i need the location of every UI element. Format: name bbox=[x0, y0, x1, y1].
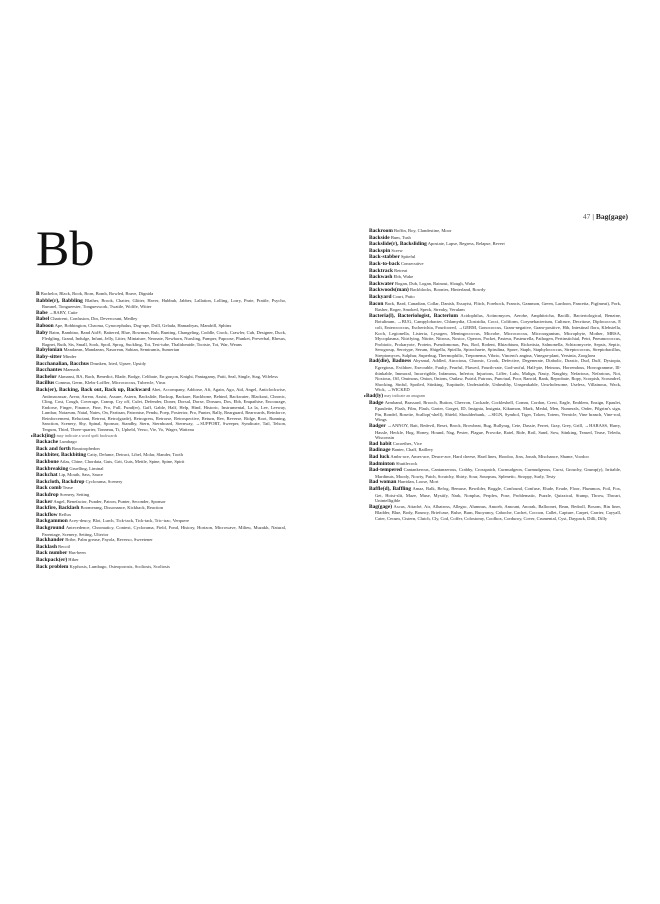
headword: Backer bbox=[36, 498, 53, 505]
dictionary-entry bbox=[36, 354, 286, 361]
right-column bbox=[364, 228, 622, 522]
entry-definitions: Cyclorama, Scenery bbox=[85, 478, 123, 484]
dictionary-entry bbox=[369, 479, 621, 486]
dictionary-entry bbox=[36, 446, 286, 453]
entry-definitions: Chartreni, Confusion, Din, Devercount, Medley bbox=[50, 316, 138, 322]
entry-definitions: Amaz, Balk, Befog, Bemuse, Bewilder, Boggle, Confound, Confuse, Elude, Evade, Floor, Flummox, Foil, Fox, Get, Hoist-slit, Maze, Muse, Mystify, Nark, Nonplus, Perplex, Pose, Problematic, Puzzle, Quizzical, Stump, Throw, Thwart, Unintelligible bbox=[375, 485, 622, 504]
entry-definitions: Kyphosis, Lumbago, Osteoporosis, Scoliosis, Scoliosis bbox=[69, 563, 170, 569]
dictionary-entry bbox=[36, 550, 286, 557]
dictionary-entry bbox=[36, 537, 286, 544]
entry-definitions: Hiker bbox=[68, 556, 79, 562]
entry-definitions: Bairn, Bambino, Band Aid®, Battered, Blue, Bowman, Bub, Bunting, Changeling, Coddle, Crock, Crawler, Cub, Designer, Duck, Fledgling, Grand, Indulge, Infant, Jelly, Litter, Miniature, Neonate, Newborn, Nursling, Pamper, Papoose, Plunket, Preverbal, Rhesus, Ragnet, Ruth, Sis, Small, Sook, Spoil, Sprog, Suckling, Tot, Test-tube, Thalidomide, Tootsie, Tot, War, Weans bbox=[42, 329, 287, 347]
dictionary-entry bbox=[369, 261, 621, 268]
dictionary-entry bbox=[369, 287, 621, 294]
entry-definitions: →BABY, Cutie bbox=[48, 309, 78, 315]
headword: Backspin bbox=[369, 247, 391, 254]
entry-definitions: Boffin, Boy, Clandestine, Moor bbox=[394, 228, 452, 233]
dictionary-entry bbox=[369, 268, 621, 275]
dictionary-entry bbox=[369, 358, 621, 393]
entry-definitions: Mandaean, Mandaean, Nasorean, Sabian, Semiramis, Sumerian bbox=[63, 347, 180, 353]
dictionary-entry bbox=[369, 441, 621, 448]
entry-definitions: Ambs-ace, Ames-ace, Deuce-ace, Hard cheese, Hard lines, Hoodoo, Jinx, Jonah, Mischance, Shame, Voodoo bbox=[390, 453, 589, 459]
headword: Backchat bbox=[36, 472, 58, 479]
dictionary-entry bbox=[369, 423, 621, 441]
entry-definitions: Recoil bbox=[58, 543, 70, 549]
headword: Backbiter, Backbiting bbox=[36, 452, 87, 459]
folio-separator: | bbox=[592, 212, 594, 221]
dictionary-entry bbox=[369, 447, 621, 454]
headword: Bacteria(l), Bacteriologist, Bacterium bbox=[369, 312, 458, 319]
dictionary-entry bbox=[36, 374, 286, 381]
headword: Backdrop bbox=[36, 492, 59, 498]
headword: Bacchanalian, Bacchus bbox=[36, 360, 90, 367]
entry-definitions: Spiteful bbox=[401, 254, 416, 260]
dictionary-entry bbox=[36, 387, 286, 433]
folio bbox=[340, 212, 628, 221]
dictionary-entry bbox=[369, 400, 621, 423]
entry-definitions: Back, Bard, Canadian, Collar, Danish, Essayist, Flitch, Forehock, Francis, Gammon, Green, Lardoon, Pancetta, Pig(meat), Pork, Rasher, Roger, Smoked, Speck, Streaky, Verulam bbox=[375, 300, 622, 313]
headword: Badge bbox=[369, 399, 384, 406]
triangle-marker-icon: ▸ bbox=[364, 393, 367, 399]
dictionary-entry bbox=[36, 459, 286, 466]
headword: Background bbox=[36, 524, 65, 531]
headword: Backbreaking bbox=[36, 465, 69, 472]
entry-definitions: Acey-deucy, Blot, Lurch, Tick-tack, Tick-tack, Tric-trac, Verquere bbox=[68, 518, 189, 524]
triangle-marker-icon: ▸ bbox=[31, 432, 34, 438]
entry-definitions: Reflux bbox=[58, 511, 72, 517]
entry-definitions: Catty, Defame, Detract, Libel, Molar, Slander, Tooth bbox=[87, 452, 183, 458]
entry-definitions: Angel, Benefactor, Funder, Patron, Punter, Seconder, Sponsor bbox=[53, 498, 166, 504]
headword: Badminton bbox=[369, 460, 395, 467]
dictionary-entry bbox=[36, 479, 286, 486]
entry-definitions: Ebb, Wake bbox=[393, 274, 414, 280]
dictionary-entry bbox=[36, 485, 286, 492]
entry-definitions: Blather, Brook, Chatter, Glitter, Haver, Hubbub, Jabber, Lallation, Lolling, Lorry, Prate, Prattle, Psycho, Rumnel, Tongueester, Tongueswork, Twattle, Wolffe, Witter bbox=[42, 297, 286, 310]
headword: Bacillus bbox=[36, 380, 55, 387]
headword: Bad luck bbox=[369, 453, 390, 460]
dictionary-entry bbox=[369, 486, 621, 504]
headword: Back and forth bbox=[36, 445, 71, 452]
headword: Baboon bbox=[36, 322, 54, 329]
entry-definitions: Banter, Chaff, Raillery bbox=[391, 447, 434, 453]
headword: Backwater bbox=[369, 280, 394, 287]
entry-definitions: Abysmal, Addled, Atrocious, Chronic, Crook, Defective, Degenerate, Diabolic, Drastic, Dud, Duff, Dystopia, Egregious, Evildoer, Execrable, Faulty, Fearful, Flawed, Fourth-rate, God-awful, Half-pie, Heinous, Horrendous, Horrogramme, Ill-thinkable, Immoral, Incorrigible, Infamous, Inferior, Injurious, Liffer, Lulu, Malign, Nasty, Naughty, Nefarious, Nefarious, Not, Noxious, Off, Ominous, Onion, Onions, Outlaw, Putrid, Putrous, Punctual, Poor, Rancid, Rank, Reprobate, Ropy, Scorpish, Scoundrel, Shocking, Sinful, Spoiled, Stinking, Turpitude, Undesirable, Unhealthy, Unspeakable, Unwholesome, Useless, Villainous, Wack, Wick, →WICKED bbox=[375, 358, 622, 393]
entry-definitions: Lumbago bbox=[59, 439, 77, 445]
dictionary-entry bbox=[36, 452, 286, 459]
page-number: 47 bbox=[582, 212, 591, 221]
dictionary-entry bbox=[36, 361, 286, 368]
headword: Back number bbox=[36, 550, 68, 557]
dictionary-entry bbox=[36, 492, 286, 499]
headword: Backgammon bbox=[36, 518, 68, 525]
headword: Back problem bbox=[36, 563, 69, 570]
dictionary-entry bbox=[36, 505, 286, 512]
headword: Backyard bbox=[369, 293, 392, 300]
headword: Backfire, Backlash bbox=[36, 505, 80, 512]
entry-definitions: Abet, Accompany, Addorse, Aft, Again, Ago, Aid, Angel, Anticlockwise, Antimacassar, Arear, Arrear, Assist, Assure, Astern, Backslide, Backup, Backare, Backbone, Behind, Backwater, Blackout, Chronic, Cling, Cost, Cough, Coverage, Cramp, Cry off, Culet, Defender, Doner, Dorsal, Dorse, Dorsum, Dos, Ebb, Empathise, Encourage, Endorse, Finger, Finance, Fine, Fro, Full, Fund(er), Gaff, Gable, Half, Help, Hind, Historic, Instrumental, La la, Lee, Leeway, Lumbar, Notaeum, Natal, Nates, On, Partisan, Patronise, Pendu, Poep, Posterior, Pro, Punter, Rally, Rearguard, Rearwards, Reinforce, Reinforcement, Reluctant, Retreat, Retro(grade), Retrogress, Retrorse, Retrospective, Return, Rev, Reverse, Ridge, Root, Running, Sanction, Scenery, Shy, Spinal, Sponsor, Standby, Stern, Sternboard, Sternway, →SUPPORT, Sweeper, Syndicate, Tail, Telson, Tergum, Third, Three-quarter, Tonneau, Tt, Upheld, Verso, Vie, Vo, Wager, Watteau bbox=[42, 386, 286, 433]
entry-definitions: Boustrophedon bbox=[71, 445, 100, 451]
headword: Backpack(er) bbox=[36, 556, 68, 563]
dictionary-entry bbox=[369, 461, 621, 468]
entry-definitions: Boomerang, Dissonance, Kickback, Reaction bbox=[80, 505, 164, 511]
headword: Back-to-back bbox=[369, 260, 400, 267]
dictionary-entry bbox=[369, 313, 621, 359]
dictionary-entry bbox=[36, 518, 286, 525]
headword: Babel bbox=[36, 316, 50, 323]
dictionary-entry bbox=[36, 310, 286, 317]
dictionary-entry bbox=[36, 291, 286, 298]
headword: Bachelor bbox=[36, 373, 57, 380]
entry-definitions: Cantankerous, Cantanzerous, Crabby, Crosspatch, Curmudgeon, Curmudgeous, Curst, Grouchy, Grump(y), Irritable, Mardinuts, Moody, Nowty, Patch, Scratchy, Shirty, Sour, Sourpuss, Splenetic, Stroppy, Surly, Testy bbox=[375, 467, 622, 479]
dictionary-entry bbox=[369, 454, 621, 461]
entry-definitions: Akmansi, BA, Bach, Benedict, Blade, Bodge, Celibate, En garçon, Knight, Pantagamy, Patti, Seal, Single, Stag, Wifeless bbox=[57, 373, 278, 379]
dictionary-entry bbox=[36, 499, 286, 506]
dictionary-entry bbox=[36, 439, 286, 446]
headword: Back comb bbox=[36, 485, 62, 492]
headword: Bad habit bbox=[369, 440, 392, 447]
dictionary-entry bbox=[369, 274, 621, 281]
headword: Bad-tempered bbox=[369, 467, 402, 474]
headword: Babylonian bbox=[36, 347, 63, 354]
headword: Back(er), Backing, Back out, Back up, Backward bbox=[36, 386, 151, 393]
entry-definitions: →ANNOY, Bait, Bedevil, Beset, Brock, Browbeat, Bug, Bullyrag, Cete, Dassie, Ferret, Gray, Grey, Grill, →HARASS, Harry, Hassle, Heckle, Hog, Honey, Hound, Nag, Pester, Plague, Provoke, Ratel, Ride, Roil, Sand, Sow, Stinking, Teased, Tease, Teledu, Wisconsin bbox=[375, 423, 621, 441]
headword: Backwoods(man) bbox=[369, 287, 409, 294]
entry-definitions: Has-been bbox=[68, 550, 86, 556]
headword: Bacchantes bbox=[36, 367, 63, 374]
headword: Backbone bbox=[36, 459, 59, 466]
entry-definitions: Acidophilus, Actinomyces, Aerobe, Amphitricha, Bacilli, Bacteriological, Benzine, Botulinum, →BUG, Campylobacter, Chlamydia, Clostridia, Cocci, Coliform, Corynebacterium, Cultrure, Decritose, Diplococcus, E coli, Enterococcus, Escherichia, Fourfoored, →GERM, Gonococcus, Gram-negative, Gram-positive, Hib, Intestinal flora, Klebsiella, Koch, Legionella, Listeria, Lysogen, Meningococcus, Microbe, Micrococcus, Microorganism, Microphyte, Mother, MRSA, Mycoplasma, Nitrifying, Nitrite, Nitrous, Nostoc, Operon, Packet, Pasteur, Pasteurella, Pathogen, Pertinstichial, Petri, Pneumococcus, Probiotic, Prokaryote, Protein, Pseudomonas, Pus, Rod, Rodent, Rhizobium, Rickettsia, Salmonella, Schizomycete, Sepsis, Septic, Serogroup, Serotype, Serum, Shigella, Spirilla, Spirochaete, Spirulina, Spore, Staph, Staphylococcus, Streptococcus, Streptobacillus, Streptomyces, Sulphur, Superbug, Thermophilic, Treponema, Vibrio, Vincent's angina, Vinegar-plant, Yersinia, Zoogloea bbox=[375, 312, 621, 358]
entry-definitions: Bum, Tush bbox=[390, 234, 411, 240]
dictionary-entry bbox=[31, 432, 286, 440]
headword: Baffle(d), Baffling bbox=[369, 485, 412, 492]
headword: Bad woman bbox=[369, 479, 397, 486]
headword: Babble(r), Babbling bbox=[36, 297, 83, 304]
headword: Backside bbox=[369, 234, 390, 241]
dictionary-entry bbox=[369, 504, 621, 522]
dictionary-entry bbox=[369, 248, 621, 255]
headword: Backlash bbox=[36, 543, 57, 550]
dictionary-entry bbox=[36, 525, 286, 537]
dictionary-entry bbox=[369, 241, 621, 248]
headword: Backtrack bbox=[369, 267, 393, 274]
headword: Babe bbox=[36, 309, 48, 316]
entry-definitions: Tease bbox=[62, 485, 73, 491]
dictionary-entry bbox=[36, 316, 286, 323]
entry-definitions: Minder bbox=[62, 353, 77, 359]
usage-note: may indicate an anagram bbox=[384, 393, 426, 399]
headword: Bad(die), Badness bbox=[369, 358, 412, 365]
dictionary-entry bbox=[36, 380, 286, 387]
headword: Backroom bbox=[369, 228, 393, 234]
entry-definitions: Comma, Germ, Klebs-Loffler, Micrococcus, Tubercle, Virus bbox=[55, 380, 166, 386]
headword: Badger bbox=[369, 423, 386, 429]
dictionary-entry bbox=[369, 228, 621, 235]
entry-definitions: Armband, Brassard, Brooch, Button, Chevron, Cockade, Cockleshell, Comm, Cordon, Crest, Eagle, Emblem, Ensign, Epaulet, Epaulette, Flash, Film, Flash, Garter, Gorget, ID, Insignia, Insignia, Kikumon, Mark, Medal, Men, Numerals, Order, Pilgrim's sign, Pin, Rondel, Rosette, Scallop(-shell), Shield, Shoulderbank, →SIGN, Symbol, Tiger, Token, Totem, Vernicle, Vine branch, Vine-rod, Wings bbox=[375, 399, 622, 423]
entry-definitions: Lip, Mouth, Sass, Sauce bbox=[58, 472, 103, 478]
entry-definitions: Atlas, Chine, Chordata, Guts, Grit, Guts, Mettle, Spine, Spine, Spirit bbox=[59, 459, 185, 465]
dictionary-entry bbox=[36, 347, 286, 354]
left-column bbox=[31, 291, 287, 570]
headword: Backflow bbox=[36, 511, 58, 518]
headword: Baby bbox=[36, 329, 48, 336]
dictionary-entry bbox=[36, 564, 286, 571]
headword: Backslide(r), Backsliding bbox=[369, 241, 427, 248]
dictionary-entry bbox=[369, 467, 621, 479]
entry-definitions: Ape, Bobbington, Chacma, Cynocephalus, Dog-ape, Drill, Gelada, Hamadryas, Mandrill, Sphinx bbox=[54, 322, 232, 328]
entry-definitions: Apostate, Lapse, Regress, Relapse, Revert bbox=[427, 241, 505, 247]
entry-definitions: Retreat bbox=[394, 267, 408, 273]
entry-definitions: Ascus, Attaché, Air, Albatross, Allegro, Alumnus, Amoeb, Amount, Anorak, Balloonet, Bean, Bedroll, Bosom, Bin liner, Bladder, Blue, Body, Bouncy, Briefcase, Bulse, Bum, Buoyancy, Caboche, Cachet, Cocoon, Callet, Capture, Carpet, Carrier, Cayyall, Cater, Cecum, Cistern, Clutch, Cly, Cod, Coffer, Colostomy, Coolbox, Corduroy, Cover, Crumental, Cyst, Daypack, Dilli, Dilly bbox=[375, 503, 621, 521]
entry-definitions: Shuttlecock bbox=[395, 460, 418, 466]
headword: B bbox=[36, 291, 40, 297]
entry-definitions: Gruelling, Liminal bbox=[69, 465, 104, 471]
dictionary-entry bbox=[36, 544, 286, 551]
usage-note: may indicate a word spelt backwards bbox=[56, 432, 118, 438]
dictionary-entry bbox=[36, 466, 286, 473]
dictionary-entry bbox=[364, 393, 621, 400]
headword: Back-stabber bbox=[369, 254, 400, 261]
entry-definitions: Harridan, Loose, Mort bbox=[397, 479, 439, 485]
entry-definitions: Screw bbox=[391, 247, 403, 253]
headword: Backache bbox=[36, 439, 59, 446]
entry-definitions: Antecedence, Chromaticy, Context, Cyclorama, Field, Fond, History, Horizon, Microwave, Milieu, Muzakh, Natural, Parentage, Scenery, Setting, Ulterior bbox=[42, 524, 286, 537]
headword: Bag(gage) bbox=[369, 503, 393, 510]
dictionary-entry bbox=[36, 512, 286, 519]
entry-definitions: Backblocks, Boonies, Hinterland, Rowdy bbox=[409, 287, 486, 293]
headword: Backwash bbox=[369, 274, 393, 281]
entry-definitions: Bachelor, Black, Book, Born, Bomb, Bowled, Brave, Dignida bbox=[40, 291, 154, 296]
headword: Backhander bbox=[36, 537, 65, 544]
dictionary-entry bbox=[36, 298, 286, 310]
headword: Back(ing) bbox=[33, 432, 56, 439]
entry-definitions: Bogan, Dub, Logan, Rainout, Slough, Wake bbox=[395, 280, 476, 286]
running-head: Bag(gage) bbox=[595, 212, 628, 221]
headword: Bacon bbox=[369, 300, 384, 307]
dictionary-entry bbox=[36, 323, 286, 330]
entry-definitions: Scenery, Setting bbox=[59, 492, 90, 497]
entry-definitions: Drunken, Iried, Upsee, Upsidy bbox=[90, 360, 146, 366]
headword: Backcloth, Backdrop bbox=[36, 478, 85, 485]
headword: Badinage bbox=[369, 447, 391, 454]
entry-definitions: Consecutive bbox=[401, 260, 424, 266]
entry-definitions: Maenads bbox=[63, 367, 80, 373]
dictionary-entry bbox=[36, 367, 286, 374]
dictionary-entry bbox=[36, 472, 286, 479]
entry-definitions: Bribe, Palm grease, Payola, Reverso, Sweetener bbox=[65, 537, 153, 543]
headword: Baby-sitter bbox=[36, 353, 62, 360]
dictionary-entry bbox=[36, 330, 286, 348]
dictionary-entry bbox=[369, 294, 621, 301]
dictionary-entry bbox=[369, 301, 621, 313]
dictionary-entry bbox=[36, 557, 286, 564]
section-letter: Bb bbox=[36, 220, 95, 276]
dictionary-entry bbox=[369, 254, 621, 261]
entry-definitions: Court, Patio bbox=[392, 293, 415, 299]
entry-definitions: Cacoethes, Vice bbox=[392, 440, 422, 446]
headword: Bad(ly) bbox=[366, 393, 384, 400]
